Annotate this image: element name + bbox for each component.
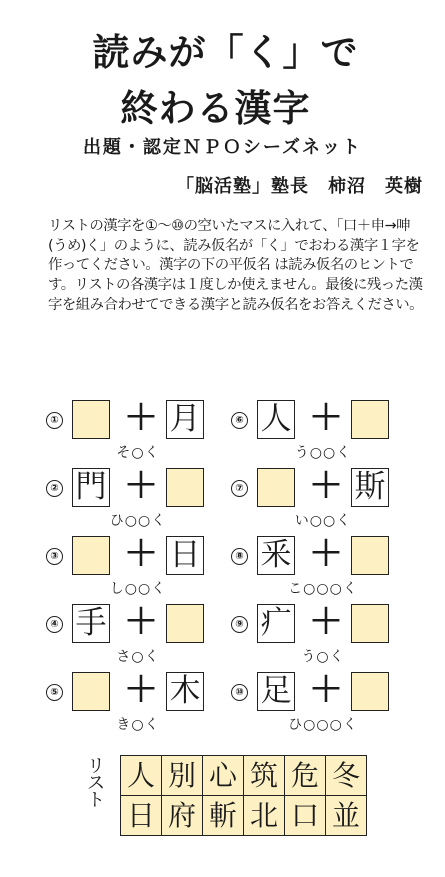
kanji-box-first[interactable] bbox=[257, 400, 295, 439]
reading-hint: ひ○○く bbox=[109, 513, 167, 529]
plus-sign: ＋ bbox=[309, 670, 343, 710]
puzzle-row bbox=[0, 669, 445, 737]
kanji-char bbox=[73, 537, 109, 574]
puzzle-row bbox=[0, 465, 445, 533]
kanji-char bbox=[352, 673, 388, 710]
reading-hint: ひ○○○く bbox=[288, 717, 358, 733]
plus-sign: ＋ bbox=[309, 466, 343, 506]
kanji-box-second[interactable] bbox=[166, 400, 204, 439]
kanji-char bbox=[352, 537, 388, 574]
list-kanji-cell[interactable]: 人 bbox=[121, 756, 162, 796]
organizer-credit: 出題・認定ＮＰＯシーズネット bbox=[82, 137, 363, 158]
puzzle-row bbox=[0, 601, 445, 669]
kanji-box-first[interactable] bbox=[257, 468, 295, 507]
reading-hint: そ○く bbox=[116, 445, 160, 461]
kanji-box-first[interactable] bbox=[72, 468, 110, 507]
list-kanji-cell[interactable]: 冬 bbox=[326, 756, 367, 796]
puzzle-item-4 bbox=[46, 601, 236, 669]
kanji-char: 斯 bbox=[354, 469, 386, 505]
puzzle-number: ⑤ bbox=[46, 684, 63, 701]
kanji-char: 手 bbox=[75, 605, 107, 641]
kanji-box-first[interactable] bbox=[72, 536, 110, 575]
plus-sign: ＋ bbox=[124, 534, 158, 574]
puzzle-item-8 bbox=[231, 533, 421, 601]
plus-sign: ＋ bbox=[124, 398, 158, 438]
reading-hint: い○○く bbox=[294, 513, 352, 529]
title-line-2: 終わる漢字 bbox=[120, 87, 311, 130]
reading-hint: こ○○○く bbox=[288, 581, 358, 597]
puzzle-number: ④ bbox=[46, 616, 63, 633]
list-kanji-cell[interactable]: 危 bbox=[285, 756, 326, 796]
list-label-char: ス bbox=[87, 773, 105, 794]
kanji-box-first[interactable] bbox=[257, 536, 295, 575]
list-kanji-cell[interactable]: 筑 bbox=[244, 756, 285, 796]
plus-sign: ＋ bbox=[124, 602, 158, 642]
kanji-char: 足 bbox=[260, 673, 292, 709]
list-kanji-cell[interactable]: 口 bbox=[285, 796, 326, 836]
plus-sign: ＋ bbox=[124, 466, 158, 506]
kanji-char bbox=[352, 401, 388, 438]
kanji-char bbox=[258, 469, 294, 506]
list-label-char: リ bbox=[87, 756, 105, 777]
kanji-box-first[interactable] bbox=[257, 672, 295, 711]
kanji-box-second[interactable] bbox=[351, 468, 389, 507]
reading-hint: う○く bbox=[301, 649, 345, 665]
puzzle-number: ⑥ bbox=[231, 412, 248, 429]
kanji-box-first[interactable] bbox=[257, 604, 295, 643]
list-label bbox=[84, 758, 108, 809]
kanji-char: 人 bbox=[260, 401, 292, 437]
puzzle-item-6 bbox=[231, 397, 421, 465]
kanji-char: 月 bbox=[169, 401, 201, 437]
kanji-box-second[interactable] bbox=[166, 672, 204, 711]
kanji-char: 日 bbox=[169, 537, 201, 573]
reading-hint: さ○く bbox=[116, 649, 160, 665]
list-label-char: ト bbox=[87, 790, 105, 811]
puzzle-number: ⑧ bbox=[231, 548, 248, 565]
kanji-box-second[interactable] bbox=[166, 604, 204, 643]
title-line-1: 読みが「く」で bbox=[92, 31, 359, 74]
list-kanji-cell[interactable]: 北 bbox=[244, 796, 285, 836]
kanji-char bbox=[167, 469, 203, 506]
puzzle-row bbox=[0, 397, 445, 465]
kanji-char bbox=[73, 673, 109, 710]
reading-hint: し○○く bbox=[109, 581, 167, 597]
reading-hint: う○○く bbox=[294, 445, 352, 461]
kanji-char bbox=[167, 605, 203, 642]
list-kanji-cell[interactable]: 別 bbox=[162, 756, 203, 796]
puzzle-item-9 bbox=[231, 601, 421, 669]
kanji-char bbox=[352, 605, 388, 642]
list-kanji-cell[interactable]: 並 bbox=[326, 796, 367, 836]
puzzle-item-5 bbox=[46, 669, 236, 737]
list-kanji-cell[interactable]: 日 bbox=[121, 796, 162, 836]
list-kanji-cell[interactable]: 心 bbox=[203, 756, 244, 796]
kanji-box-second[interactable] bbox=[351, 604, 389, 643]
puzzle-item-3 bbox=[46, 533, 236, 601]
puzzle-item-2 bbox=[46, 465, 236, 533]
plus-sign: ＋ bbox=[124, 670, 158, 710]
puzzle-number: ⑦ bbox=[231, 480, 248, 497]
puzzle-item-1 bbox=[46, 397, 236, 465]
kanji-box-second[interactable] bbox=[351, 672, 389, 711]
list-row bbox=[121, 756, 367, 796]
puzzle-number: ① bbox=[46, 412, 63, 429]
list-kanji-cell[interactable]: 斬 bbox=[203, 796, 244, 836]
kanji-box-first[interactable] bbox=[72, 672, 110, 711]
plus-sign: ＋ bbox=[309, 398, 343, 438]
author-credit: 「脳活塾」塾長 柿沼 英樹 bbox=[176, 176, 423, 197]
kanji-char: 疒 bbox=[260, 605, 292, 641]
list-kanji-cell[interactable]: 府 bbox=[162, 796, 203, 836]
plus-sign: ＋ bbox=[309, 602, 343, 642]
reading-hint: き○く bbox=[116, 717, 160, 733]
puzzle-number: ③ bbox=[46, 548, 63, 565]
kanji-box-second[interactable] bbox=[351, 400, 389, 439]
kanji-char: 釆 bbox=[260, 537, 292, 573]
puzzle-number: ⑨ bbox=[231, 616, 248, 633]
puzzle-row bbox=[0, 533, 445, 601]
puzzle-number: ② bbox=[46, 480, 63, 497]
kanji-char: 木 bbox=[169, 673, 201, 709]
list-row bbox=[121, 796, 367, 836]
kanji-box-first[interactable] bbox=[72, 400, 110, 439]
plus-sign: ＋ bbox=[309, 534, 343, 574]
kanji-box-first[interactable] bbox=[72, 604, 110, 643]
puzzle-item-7 bbox=[231, 465, 421, 533]
kanji-box-second[interactable] bbox=[166, 468, 204, 507]
puzzle-number: ⑩ bbox=[231, 684, 248, 701]
kanji-box-second[interactable] bbox=[351, 536, 389, 575]
kanji-box-second[interactable] bbox=[166, 536, 204, 575]
puzzle-grid bbox=[0, 397, 445, 737]
kanji-list-table bbox=[120, 755, 367, 836]
kanji-char: 門 bbox=[75, 469, 107, 505]
puzzle-item-10 bbox=[231, 669, 421, 737]
instructions-text: リストの漢字を①～⑩の空いたマスに入れて、「口＋申→呻(うめ)く」のように、読み仮名が「く」でおわる漢字１字を作ってください。漢字の下の平仮名 は読み仮名のヒントです。リストの各漢字は１度しか使えません。最後に残った漢 字を組み合わせてできる漢字と読み仮名をお答えください。 bbox=[48, 218, 424, 313]
kanji-char bbox=[73, 401, 109, 438]
